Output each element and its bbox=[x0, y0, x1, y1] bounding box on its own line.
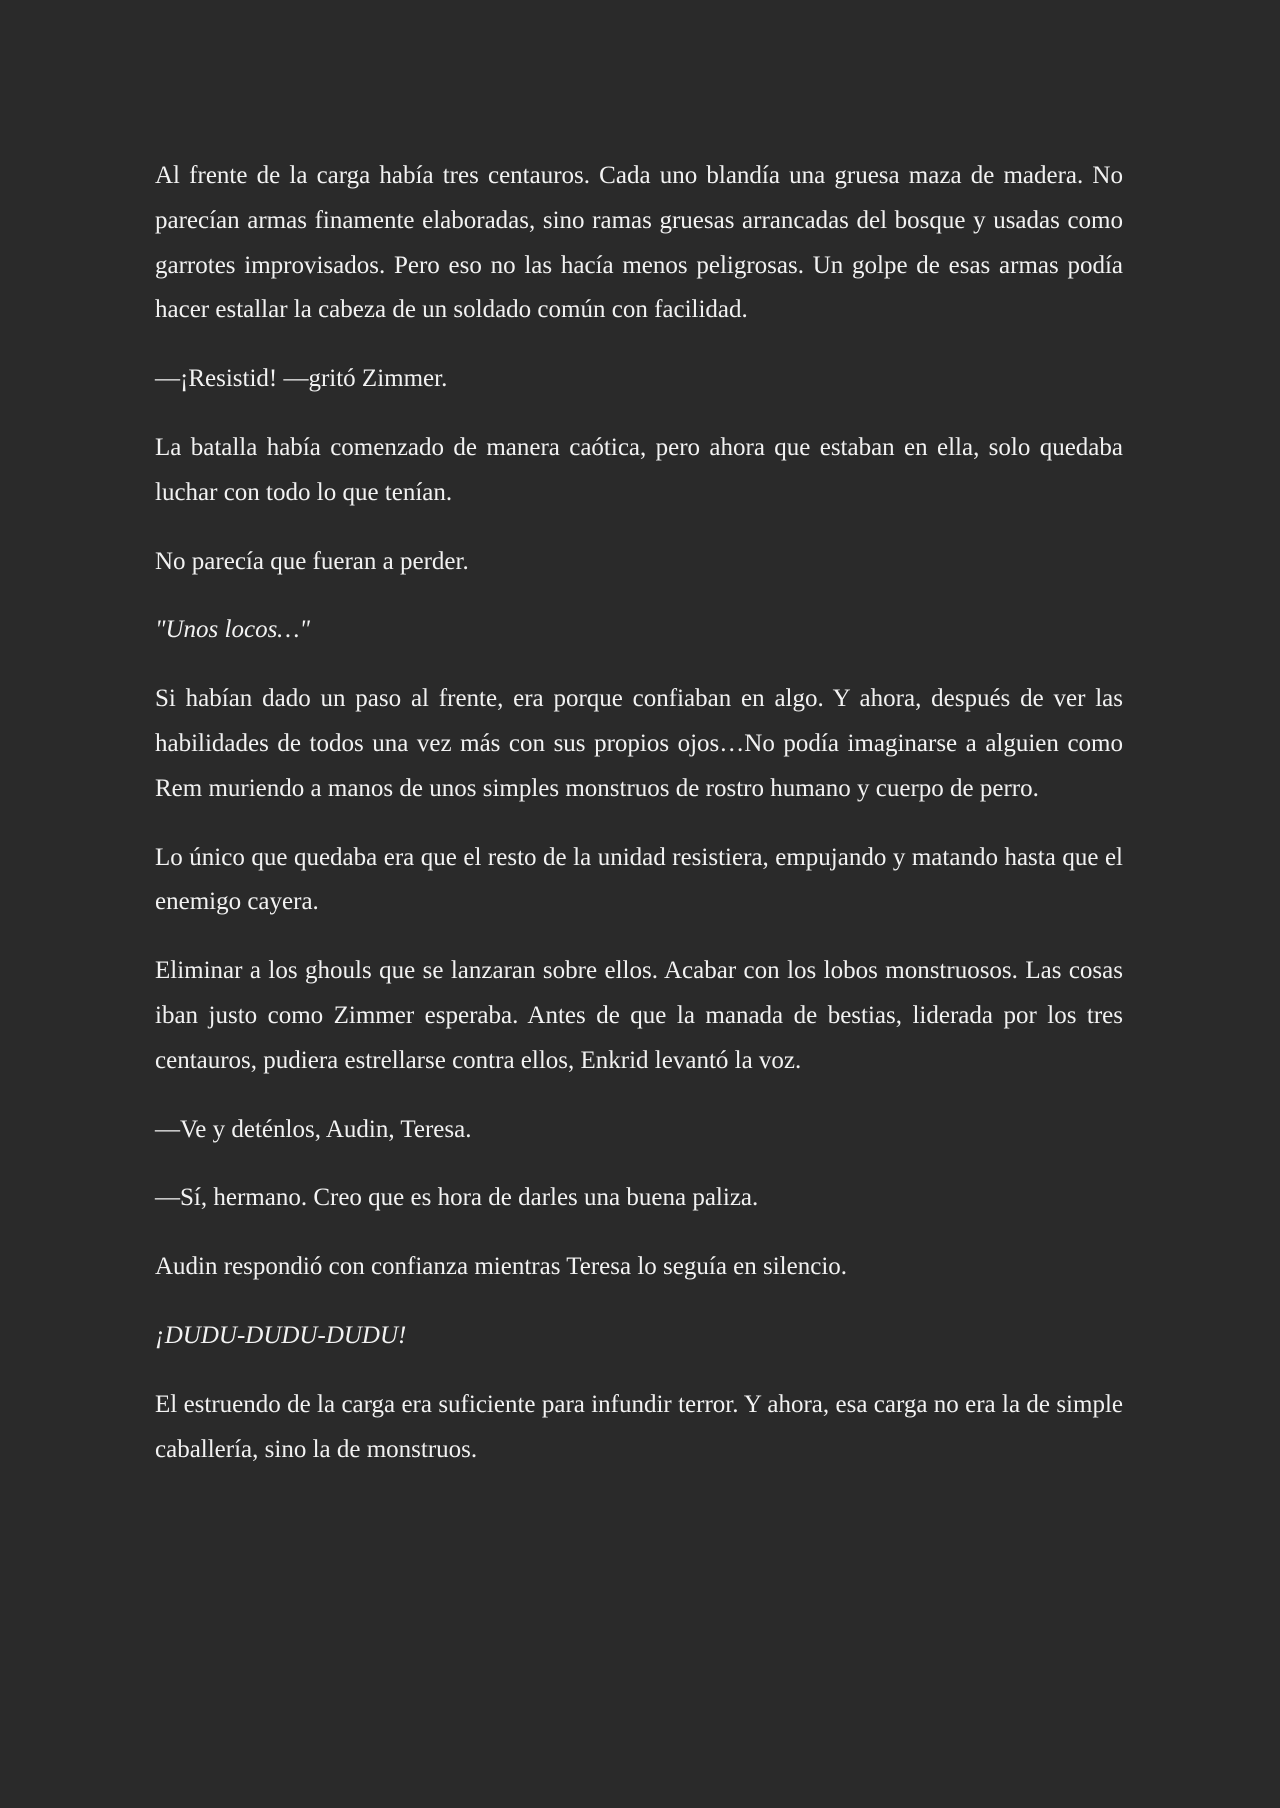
paragraph-3: La batalla había comenzado de manera caótica, pero ahora que estaban en ella, solo quedaba luchar con todo lo que tenían. bbox=[155, 433, 1123, 506]
paragraph-7: Lo único que quedaba era que el resto de la unidad resistiera, empujando y matando hasta que el enemigo cayera. bbox=[155, 843, 1123, 916]
paragraph-12: ¡DUDU-DUDU-DUDU! bbox=[155, 1321, 407, 1349]
paragraph-11: Audin respondió con confianza mientras Teresa lo seguía en silencio. bbox=[155, 1253, 848, 1281]
paragraph-10: —Sí, hermano. Creo que es hora de darles una buena paliza. bbox=[155, 1184, 759, 1212]
paragraph-6: Si habían dado un paso al frente, era porque confiaban en algo. Y ahora, después de ver las habilidades de todos una vez más con sus propios ojos…No podía imaginarse a alguien como Rem muriendo a manos de unos simples monstruos de rostro humano y cuerpo de perro. bbox=[155, 685, 1123, 802]
paragraph-4: No parecía que fueran a perder. bbox=[155, 547, 469, 575]
paragraph-5: "Unos locos…" bbox=[155, 616, 311, 644]
paragraph-2: —¡Resistid! —gritó Zimmer. bbox=[155, 365, 448, 393]
paragraph-8: Eliminar a los ghouls que se lanzaran sobre ellos. Acabar con los lobos monstruosos. Las cosas iban justo como Zimmer esperaba. Antes de que la manada de bestias, liderada por los tres centauros, pudiera estrellarse contra ellos, Enkrid levantó la voz. bbox=[155, 957, 1123, 1074]
paragraph-9: —Ve y deténlos, Audin, Teresa. bbox=[155, 1115, 472, 1143]
paragraph-13: El estruendo de la carga era suficiente para infundir terror. Y ahora, esa carga no era la de simple caballería, sino la de monstruos. bbox=[155, 1390, 1123, 1463]
paragraph-1: Al frente de la carga había tres centauros. Cada uno blandía una gruesa maza de madera. No parecían armas finamente elaboradas, sino ramas gruesas arrancadas del bosque y usadas como garrotes improvisados. Pero eso no las hacía menos peligrosas. Un golpe de esas armas podía hacer estallar la cabeza de un soldado común con facilidad. bbox=[155, 162, 1123, 324]
